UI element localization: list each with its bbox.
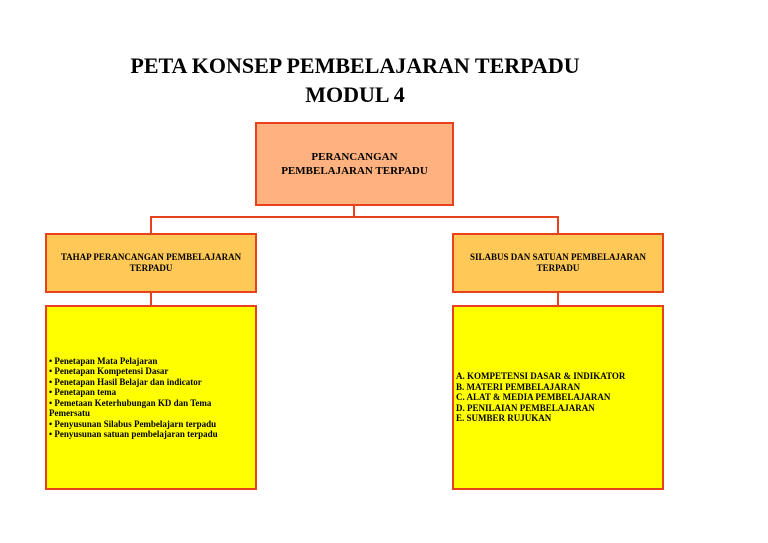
- list-item: • Penyusunan Silabus Pembelajarn terpadu: [49, 418, 217, 429]
- list-item: • Penetapan Mata Pelajaran: [49, 355, 158, 366]
- right-item-list: [456, 371, 625, 424]
- right-content-node: [452, 305, 664, 490]
- connector-right-body: [557, 293, 559, 305]
- right-heading-label: SILABUS DAN SATUAN PEMBELAJARAN TERPADU: [469, 252, 647, 273]
- connector-right-down: [557, 216, 559, 233]
- list-item: D. PENILAIAN PEMBELAJARAN: [456, 402, 595, 413]
- page-subtitle: MODUL 4: [305, 82, 405, 107]
- list-item: • Penetapan Kompetensi Dasar: [49, 366, 169, 376]
- page-title: PETA KONSEP PEMBELAJARAN TERPADU: [130, 53, 580, 78]
- left-item-list: [49, 356, 253, 440]
- left-heading-label: TAHAP PERANCANGAN PEMBELAJARAN TERPADU: [60, 252, 242, 273]
- connector-horizontal: [151, 216, 559, 218]
- list-item: E. SUMBER RUJUKAN: [456, 413, 552, 424]
- connector-left-down: [150, 216, 152, 233]
- list-item: • Penetapan Hasil Belajar dan indicator: [49, 376, 202, 387]
- right-heading-node: [452, 233, 664, 293]
- list-item: B. MATERI PEMBELAJARAN: [456, 381, 581, 392]
- left-content-node: [45, 305, 257, 490]
- list-item: C. ALAT & MEDIA PEMBELAJARAN: [456, 392, 611, 403]
- list-item: • Penyusunan satuan pembelajaran terpadu: [49, 429, 218, 439]
- list-item: A. KOMPETENSI DASAR & INDIKATOR: [456, 371, 626, 382]
- left-heading-node: [45, 233, 257, 293]
- list-item: • Penetapan tema: [49, 387, 117, 397]
- list-item: • Pemetaan Keterhubungan KD dan Tema Pemersatu: [49, 397, 212, 418]
- connector-left-body: [150, 293, 152, 305]
- root-node: [255, 122, 454, 206]
- root-node-label: PERANCANGAN PEMBELAJARAN TERPADU: [281, 151, 428, 177]
